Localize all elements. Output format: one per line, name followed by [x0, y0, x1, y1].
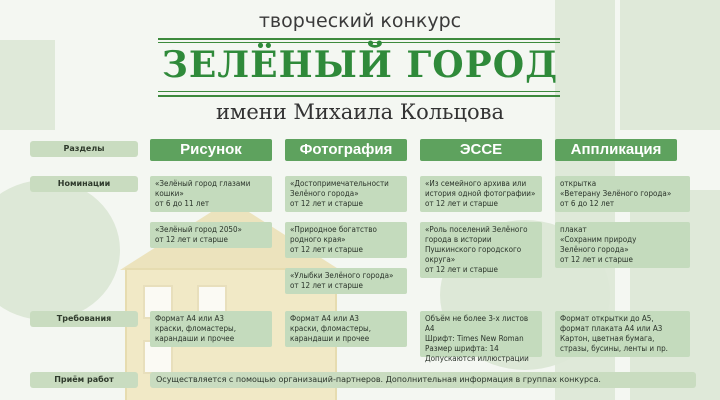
column-header-applique: Аппликация — [555, 139, 677, 161]
submission-info: Осуществляется с помощью организаций-партнеров. Дополнительная информация в группах конкурса. — [150, 372, 696, 388]
header-rule-bottom — [158, 95, 560, 97]
requirements-applique: Формат открытки до А5, формат плаката А4 или А3 Картон, цветная бумага, стразы, бусины, ленты и пр. — [555, 311, 690, 357]
nomination-drawing-1: «Зелёный город глазами кошки» от 6 до 11 лет — [150, 176, 272, 212]
contest-subtitle: творческий конкурс — [258, 10, 462, 32]
requirements-photo: Формат А4 или А3 краски, фломастеры, карандаши и прочее — [285, 311, 407, 347]
header-rule-top — [158, 38, 560, 40]
nomination-drawing-2: «Зелёный город 2050» от 12 лет и старше — [150, 222, 272, 248]
nomination-essay-2: «Роль поселений Зелёного города в истории Пушкинского городского округа» от 12 лет и старше — [420, 222, 542, 278]
nomination-essay-1: «Из семейного архива или история одной фотографии» от 12 лет и старше — [420, 176, 542, 212]
requirements-essay: Объём не более 3-х листов А4 Шрифт: Times New Roman Размер шрифта: 14 Допускаются иллюстрации — [420, 311, 542, 357]
row-label-requirements: Требования — [30, 311, 138, 327]
row-label-sections: Разделы — [30, 141, 138, 157]
nomination-photo-1: «Достопримечательности Зелёного города» от 12 лет и старше — [285, 176, 407, 212]
nomination-applique-2: плакат «Сохраним природу Зелёного города» от 12 лет и старше — [555, 222, 690, 268]
column-header-photo: Фотография — [285, 139, 407, 161]
row-label-nominations: Номинации — [30, 176, 138, 192]
nomination-applique-1: открытка «Ветерану Зелёного города» от 6 до 12 лет — [555, 176, 690, 212]
column-header-drawing: Рисунок — [150, 139, 272, 161]
header — [0, 0, 720, 130]
contest-namesake: имени Михаила Кольцова — [216, 100, 504, 124]
header-rule-bottom-thin — [158, 91, 560, 92]
column-header-essay: ЭССЕ — [420, 139, 542, 161]
nomination-photo-2: «Природное богатство родного края» от 12 лет и старше — [285, 222, 407, 258]
contest-title: ЗЕЛЁНЫЙ ГОРОД — [161, 44, 559, 86]
header-rule-top-thin — [158, 42, 560, 43]
requirements-drawing: Формат А4 или А3 краски, фломастеры, карандаши и прочее — [150, 311, 272, 347]
nomination-photo-3: «Улыбки Зелёного города» от 12 лет и старше — [285, 268, 407, 294]
row-label-submission: Приём работ — [30, 372, 138, 388]
